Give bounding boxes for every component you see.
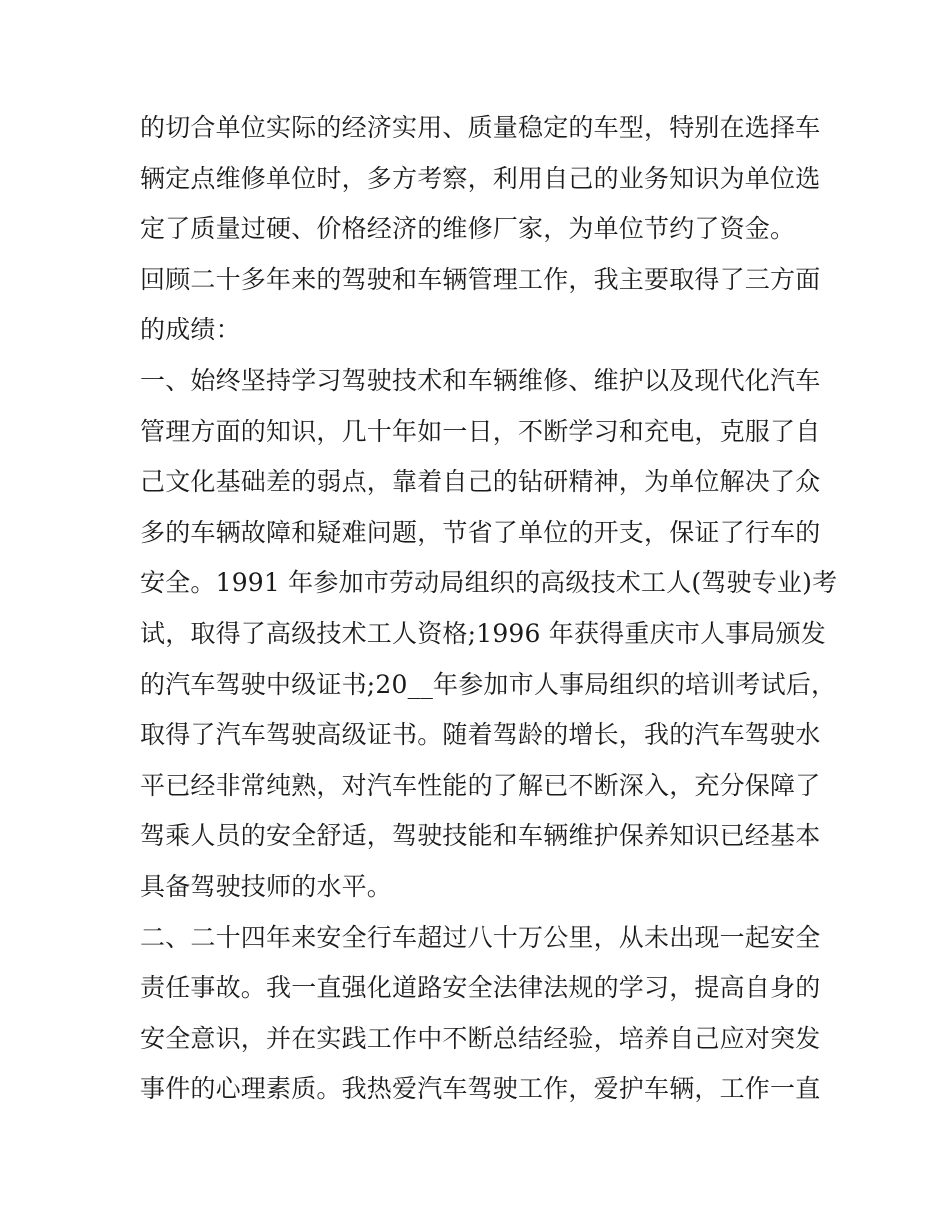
text-line: 责任事故。我一直强化道路安全法律法规的学习，提高自身的 <box>140 973 821 1003</box>
text-line: 己文化基础差的弱点，靠着自己的钻研精神，为单位解决了众 <box>140 467 821 497</box>
text-line: 平已经非常纯熟，对汽车性能的了解已不断深入，充分保障了 <box>140 770 821 800</box>
body-text <box>140 103 838 1115</box>
text-line: 回顾二十多年来的驾驶和车辆管理工作，我主要取得了三方面 <box>140 264 821 294</box>
text-line: 多的车辆故障和疑难问题，节省了单位的开支，保证了行车的 <box>140 517 821 547</box>
text-line: 安全意识，并在实践工作中不断总结经验，培养自己应对突发 <box>140 1023 821 1053</box>
text-line: 的汽车驾驶中级证书;20__年参加市人事局组织的培训考试后， <box>140 669 837 699</box>
text-line: 安全。1991 年参加市劳动局组织的高级技术工人(驾驶专业)考 <box>140 568 838 598</box>
text-line: 管理方面的知识，几十年如一日，不断学习和充电，克服了自 <box>140 416 821 446</box>
text-line: 事件的心理素质。我热爱汽车驾驶工作，爱护车辆，工作一直 <box>140 1074 821 1104</box>
text-line: 具备驾驶技师的水平。 <box>140 871 393 901</box>
text-line: 辆定点维修单位时，多方考察，利用自己的业务知识为单位选 <box>140 163 821 193</box>
text-line: 取得了汽车驾驶高级证书。随着驾龄的增长，我的汽车驾驶水 <box>140 720 821 750</box>
text-line: 定了质量过硬、价格经济的维修厂家，为单位节约了资金。 <box>140 214 796 244</box>
text-line: 一、始终坚持学习驾驶技术和车辆维修、维护以及现代化汽车 <box>140 365 821 395</box>
text-line: 二、二十四年来安全行车超过八十万公里，从未出现一起安全 <box>140 922 821 952</box>
text-line: 驾乘人员的安全舒适，驾驶技能和车辆维护保养知识已经基本 <box>140 821 821 851</box>
text-line: 的切合单位实际的经济实用、质量稳定的车型，特别在选择车 <box>140 113 821 142</box>
text-line: 的成绩： <box>140 315 241 345</box>
text-line: 试，取得了高级技术工人资格;1996 年获得重庆市人事局颁发 <box>140 618 826 648</box>
